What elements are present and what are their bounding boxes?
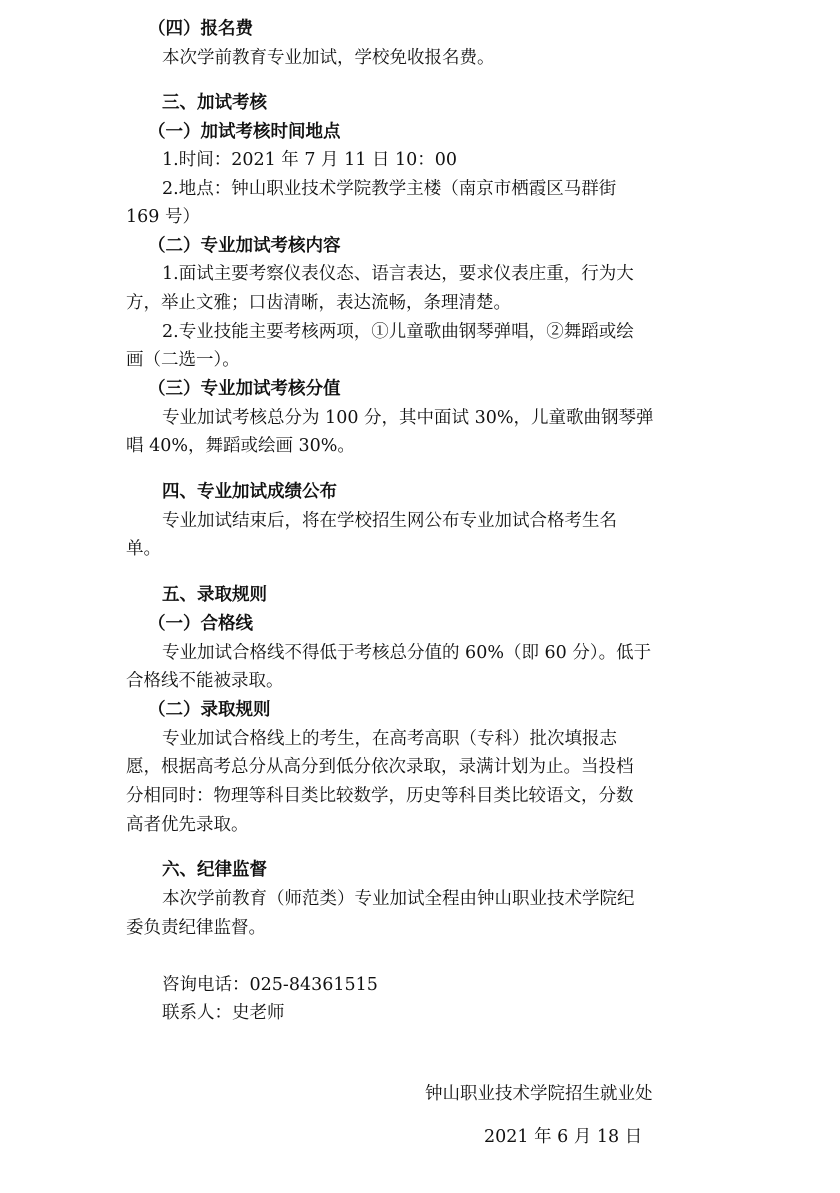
signature-org: 钟山职业技术学院招生就业处	[425, 1084, 653, 1104]
section-heading: 五、录取规则	[162, 585, 267, 605]
section-heading: （三）专业加试考核分值	[148, 379, 341, 399]
paragraph-line: 唱 40%，舞蹈或绘画 30%。	[126, 436, 355, 456]
paragraph-line: 本次学前教育专业加试，学校免收报名费。	[162, 48, 495, 68]
paragraph-line: 画（二选一）。	[126, 350, 240, 370]
section-heading: （二）录取规则	[148, 700, 271, 720]
section-heading: （二）专业加试考核内容	[148, 236, 341, 256]
paragraph-line: 专业加试合格线不得低于考核总分值的 60%（即 60 分）。低于	[162, 643, 652, 663]
paragraph-line: 1.面试主要考察仪表仪态、语言表达，要求仪表庄重，行为大	[162, 264, 634, 284]
section-heading: （一）合格线	[148, 614, 253, 634]
paragraph-line: 单。	[126, 539, 161, 559]
section-heading: 四、专业加试成绩公布	[162, 482, 337, 502]
paragraph-line: 合格线不能被录取。	[126, 671, 284, 691]
contact-person: 联系人：史老师	[162, 1003, 285, 1023]
paragraph-line: 169 号）	[126, 207, 200, 227]
contact-phone: 咨询电话：025-84361515	[162, 975, 378, 995]
paragraph-line: 愿，根据高考总分从高分到低分依次录取，录满计划为止。当投档	[126, 757, 634, 777]
paragraph-line: 分相同时：物理等科目类比较数学，历史等科目类比较语文，分数	[126, 786, 634, 806]
paragraph-line: 本次学前教育（师范类）专业加试全程由钟山职业技术学院纪	[162, 889, 635, 909]
paragraph-line: 委负责纪律监督。	[126, 918, 266, 938]
paragraph-line: 专业加试考核总分为 100 分，其中面试 30%，儿童歌曲钢琴弹	[162, 408, 654, 428]
paragraph-line: 方，举止文雅；口齿清晰，表达流畅，条理清楚。	[126, 293, 511, 313]
paragraph-line: 专业加试结束后，将在学校招生网公布专业加试合格考生名	[162, 511, 617, 531]
paragraph-line: 2.地点：钟山职业技术学院教学主楼（南京市栖霞区马群街	[162, 179, 617, 199]
paragraph-line: 高者优先录取。	[126, 815, 249, 835]
section-heading: （四）报名费	[148, 19, 253, 39]
paragraph-line: 专业加试合格线上的考生，在高考高职（专科）批次填报志	[162, 729, 617, 749]
paragraph-line: 1.时间：2021 年 7 月 11 日 10：00	[162, 150, 458, 170]
section-heading: 三、加试考核	[162, 93, 267, 113]
section-heading: 六、纪律监督	[162, 860, 267, 880]
section-heading: （一）加试考核时间地点	[148, 122, 341, 142]
paragraph-line: 2.专业技能主要考核两项，①儿童歌曲钢琴弹唱，②舞蹈或绘	[162, 322, 634, 342]
signature-date: 2021 年 6 月 18 日	[484, 1127, 643, 1147]
